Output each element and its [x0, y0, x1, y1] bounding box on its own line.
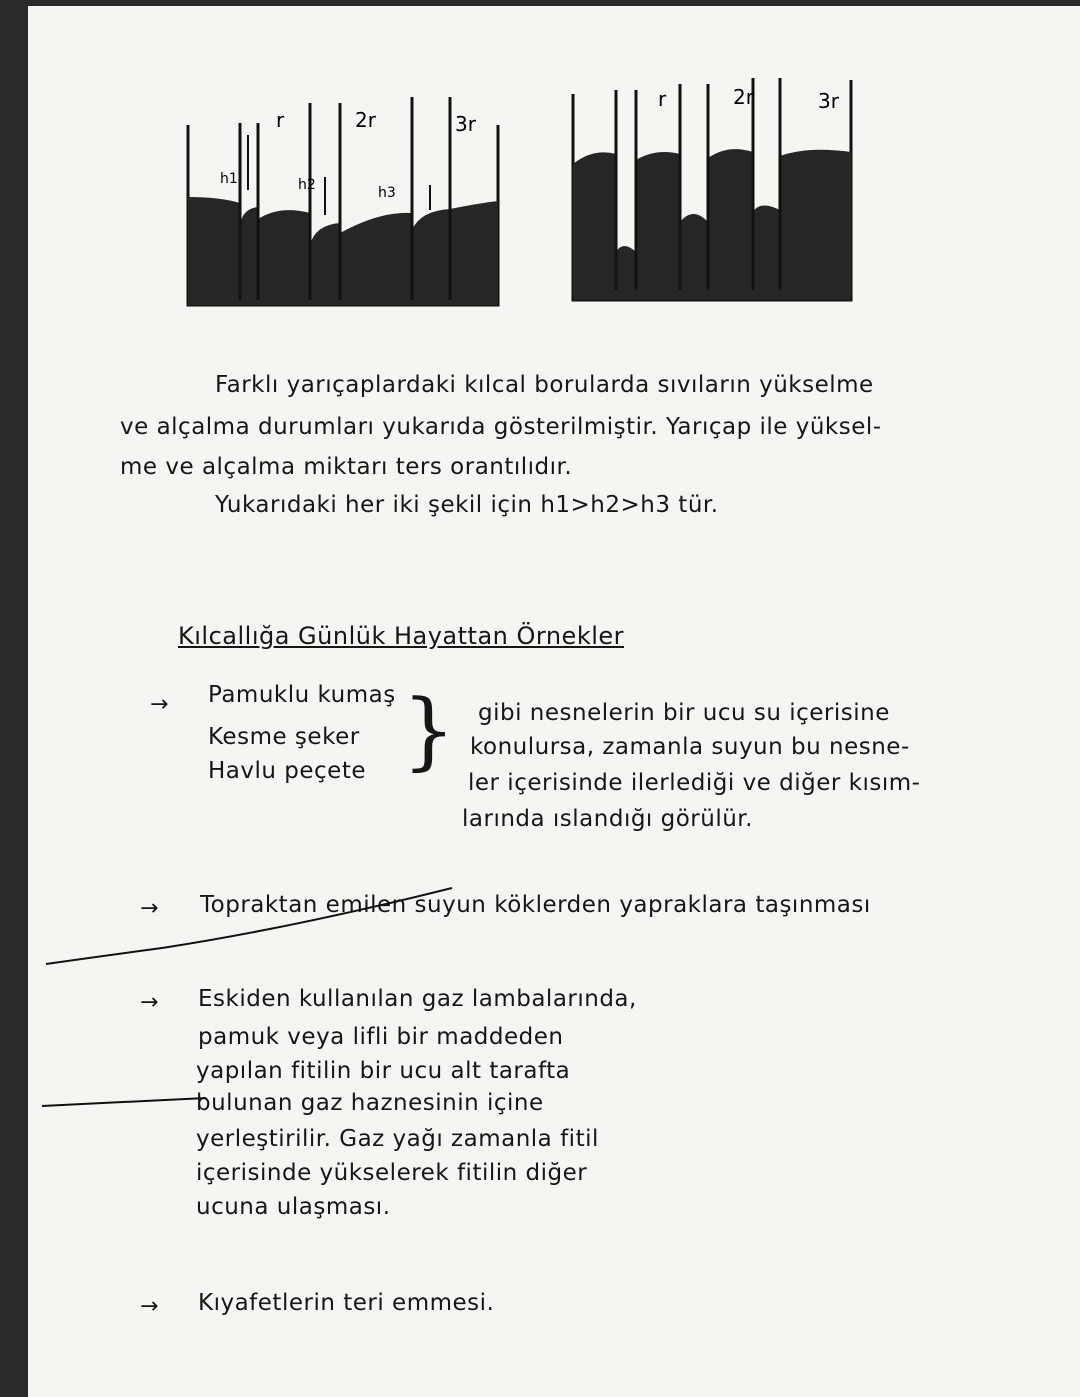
example-3-line-2: pamuk veya lifli bir maddeden	[198, 1024, 564, 1050]
height-label-h3: h3	[378, 185, 396, 201]
example-3-line-1: Eskiden kullanılan gaz lambalarında,	[198, 986, 637, 1012]
example-3-line-6: içerisinde yükselerek fitilin diğer	[196, 1160, 588, 1186]
example-text-2: konulursa, zamanla suyun bu nesne-	[470, 734, 910, 760]
example-3-line-3: yapılan fitilin bir ucu alt tarafta	[196, 1058, 571, 1084]
example-4-text: Kıyafetlerin teri emmesi.	[198, 1290, 495, 1316]
height-label-h2: h2	[298, 177, 316, 193]
brace-icon: }	[402, 681, 456, 779]
example-text-1: gibi nesnelerin bir ucu su içerisine	[478, 700, 890, 726]
tube-label-3r: 3r	[455, 112, 476, 136]
tube-label-3r: 3r	[818, 89, 839, 113]
paragraph-line-1: Farklı yarıçaplardaki kılcal borularda sıvıların yükselme	[215, 372, 874, 398]
paragraph-line-3: me ve alçalma miktarı ters orantılıdır.	[120, 454, 573, 480]
paragraph-line-2: ve alçalma durumları yukarıda gösterilmiştir. Yarıçap ile yüksel-	[120, 414, 882, 440]
arrow-icon: →	[140, 990, 159, 1015]
paragraph-line-4: Yukarıdaki her iki şekil için h1>h2>h3 tür.	[215, 492, 719, 518]
example-3-line-5: yerleştirilir. Gaz yağı zamanla fitil	[196, 1126, 599, 1152]
capillary-diagram-left	[180, 85, 520, 315]
tube-label-2r: 2r	[355, 108, 376, 132]
arrow-icon: →	[140, 1294, 159, 1319]
example-2-text: Topraktan emilen suyun köklerden yapraklara taşınması	[200, 892, 871, 918]
section-heading: Kılcallığa Günlük Hayattan Örnekler	[178, 622, 625, 650]
stray-pen-line	[42, 884, 462, 974]
tube-label-2r: 2r	[733, 85, 754, 109]
arrow-icon: →	[150, 692, 169, 717]
stray-pen-line	[40, 1092, 210, 1112]
tube-label-r: r	[276, 108, 285, 132]
example-text-3: ler içerisinde ilerlediği ve diğer kısım-	[468, 770, 921, 796]
example-item-3: Havlu peçete	[208, 758, 366, 784]
example-3-line-7: ucuna ulaşması.	[196, 1194, 391, 1220]
example-item-2: Kesme şeker	[208, 724, 360, 750]
capillary-diagram-right	[568, 62, 858, 302]
example-text-4: larında ıslandığı görülür.	[462, 806, 753, 832]
tube-label-r: r	[658, 87, 667, 111]
example-item-1: Pamuklu kumaş	[208, 682, 396, 708]
height-label-h1: h1	[220, 171, 238, 187]
arrow-icon: →	[140, 896, 159, 921]
example-3-line-4: bulunan gaz haznesinin içine	[196, 1090, 544, 1116]
